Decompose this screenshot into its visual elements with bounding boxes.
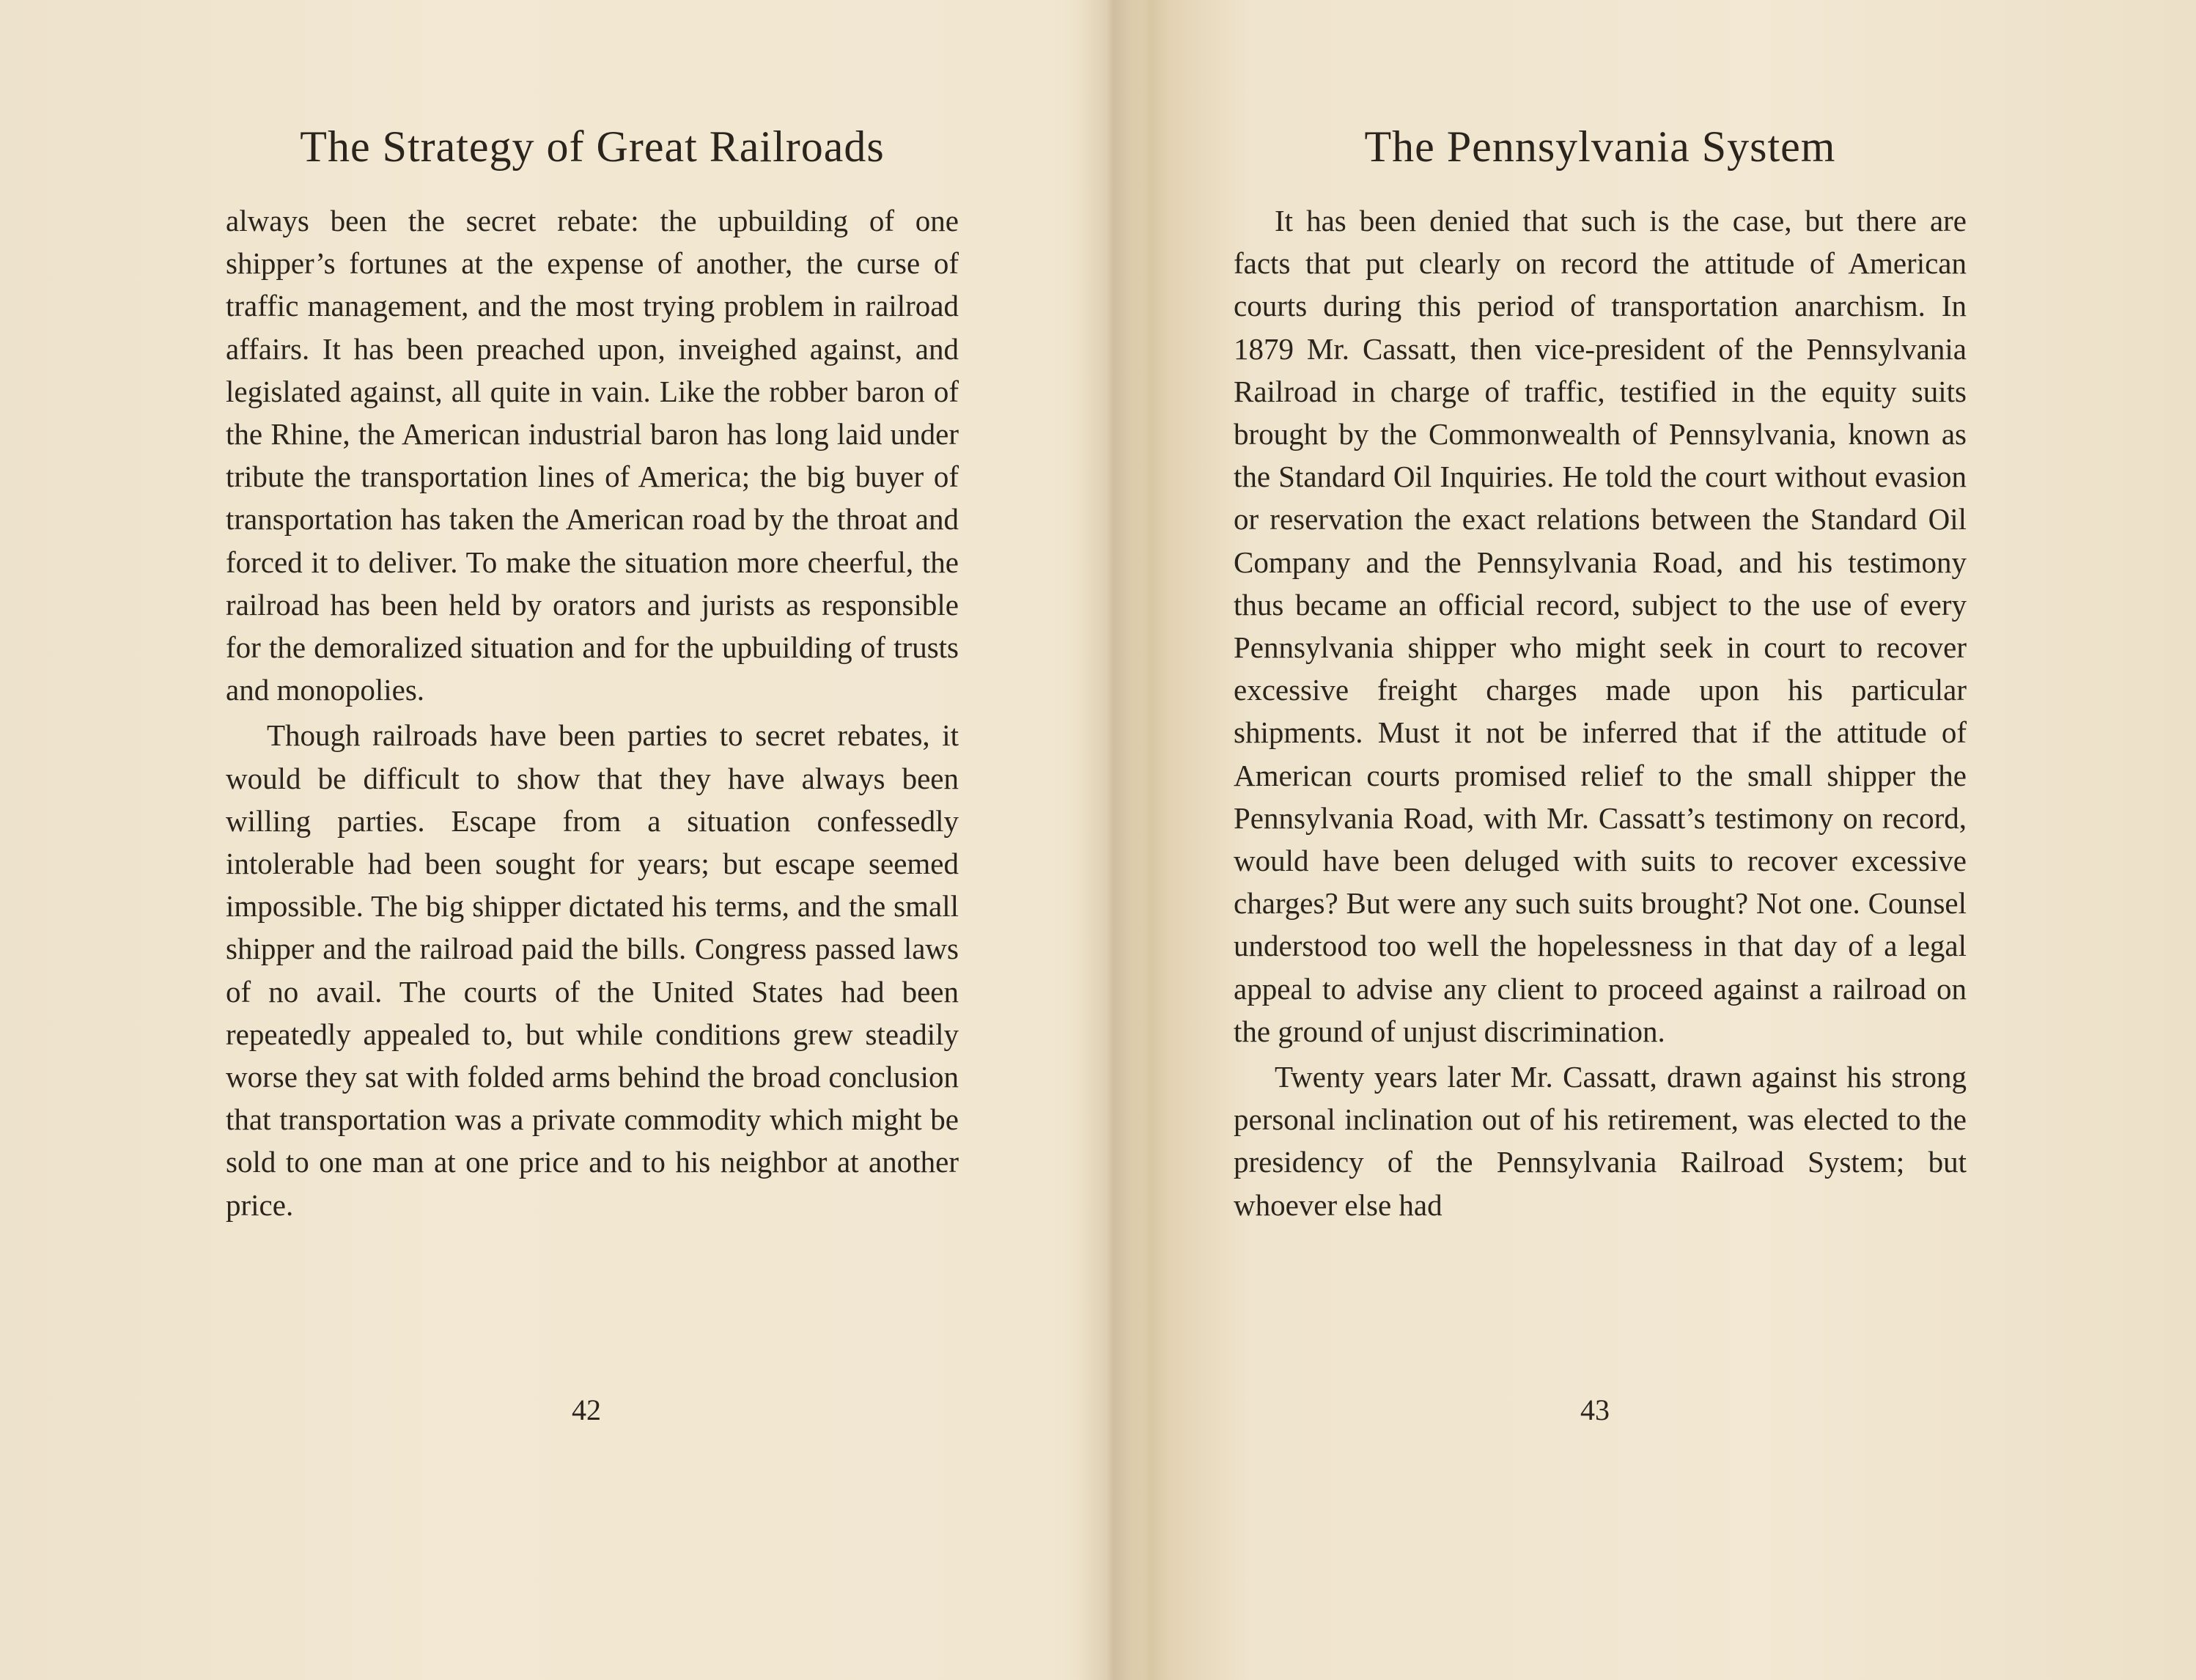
book-gutter — [1077, 0, 1143, 1680]
left-page-text — [226, 199, 959, 1229]
right-paragraph-1: It has been denied that such is the case, but there are facts that put clearly on record the attitude of American courts during this period of transportation anarchism. In 1879 Mr. Cassatt, then vice-president of the Pennsylvania Railroad in charge of traffic, testified in the equity suits brought by the Commonwealth of Pennsylvania, known as the Standard Oil Inquiries. He told the court without evasion or reservation the exact relations between the Standard Oil Company and the Pennsylvania Road, and his testimony thus became an official record, subject to the use of every Pennsylvania shipper who might seek in court to recover excessive freight charges made upon his particular shipments. Must it not be inferred that if the attitude of American courts promised relief to the small shipper the Pennsylvania Road, with Mr. Cassatt’s testimony on record, would have been deluged with suits to recover excessive charges? But were any such suits brought? Not one. Counsel understood too well the hopelessness in that day of a legal appeal to advise any client to proceed against a railroad on the ground of unjust discrimination. — [1234, 204, 1967, 1048]
right-paragraph-2: Twenty years later Mr. Cassatt, drawn against his strong personal inclination out of his retirement, was elected to the presidency of the Pennsylvania Railroad System; but whoever else had — [1234, 1060, 1967, 1222]
left-page-number: 42 — [572, 1393, 601, 1426]
right-page-text — [1234, 199, 1967, 1229]
left-running-head: The Strategy of Great Railroads — [300, 122, 885, 171]
left-paragraph-1: always been the secret rebate: the upbuilding of one shipper’s fortunes at the expense of another, the curse of traffic management, and the most trying problem in railroad affairs. It has been preached upon, inveighed against, and legislated against, all quite in vain. Like the robber baron of the Rhine, the American industrial baron has long laid under tribute the transportation lines of America; the big buyer of transportation has taken the American road by the throat and forced it to deliver. To make the situation more cheerful, the railroad has been held by orators and jurists as responsible for the demoralized situation and for the upbuilding of trusts and monopolies. — [226, 204, 959, 707]
right-running-head: The Pennsylvania System — [1364, 122, 1836, 171]
left-paragraph-2: Though railroads have been parties to secret rebates, it would be difficult to show that they have always been willing parties. Escape from a situation confessedly intolerable had been sought for years; but escape seemed impossible. The big shipper dictated his terms, and the small shipper and the railroad paid the bills. Congress passed laws of no avail. The courts of the United States had been repeatedly appealed to, but while conditions grew steadily worse they sat with folded arms behind the broad conclusion that transportation was a private commodity which might be sold to one man at one price and to his neighbor at another price. — [226, 718, 959, 1222]
right-page-number: 43 — [1580, 1393, 1610, 1426]
